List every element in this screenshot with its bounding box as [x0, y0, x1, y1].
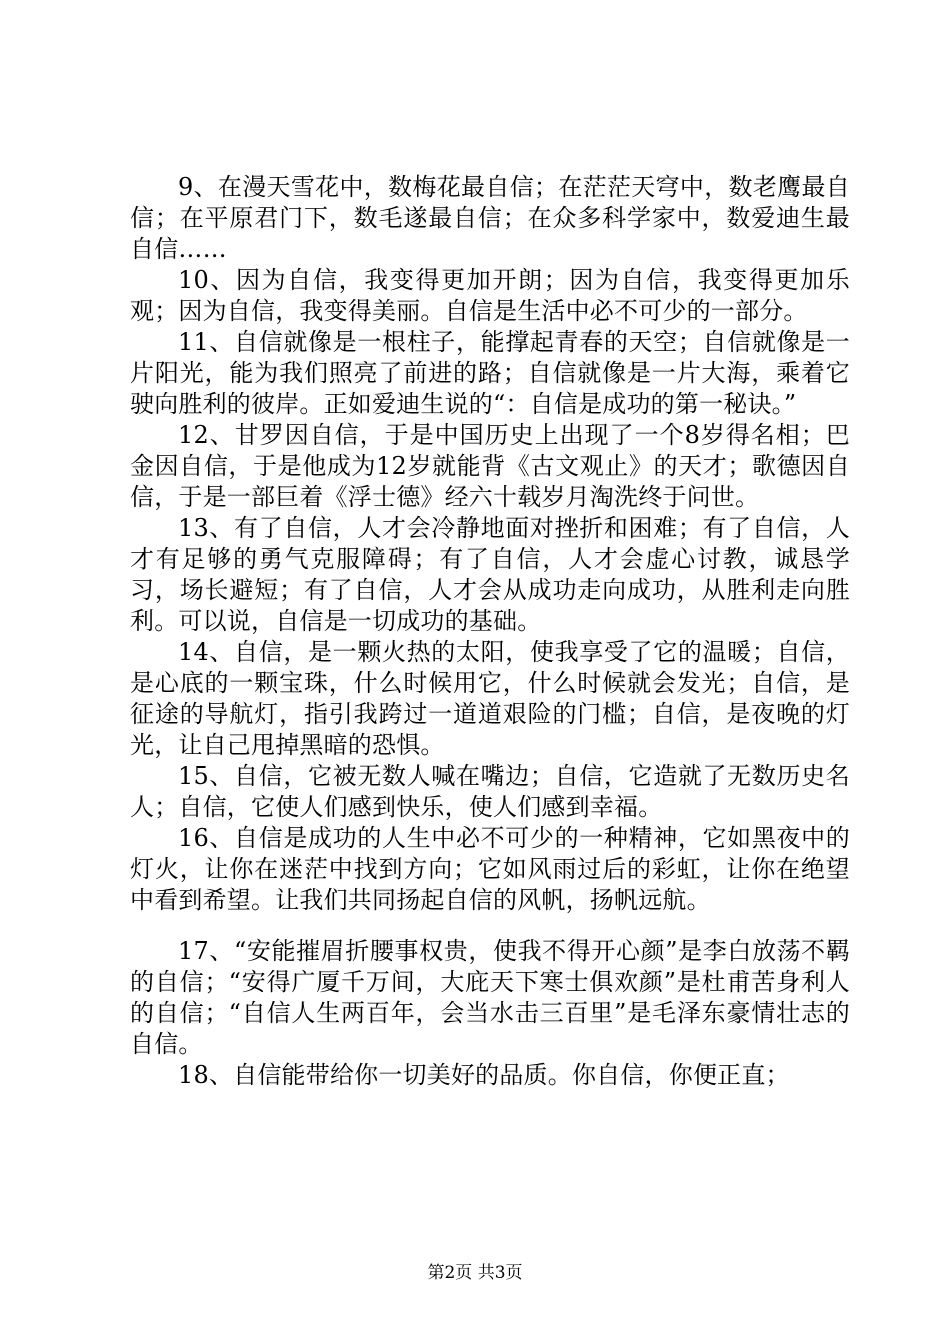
paragraph-11: 11、自信就像是一根柱子，能撑起青春的天空；自信就像是一片阳光，能为我们照亮了前进的路；自信就像是一片大海，乘着它驶向胜利的彼岸。正如爱迪生说的“：自信是成功的第一秘诀。” [130, 328, 850, 418]
paragraph-17: 17、“安能摧眉折腰事权贵，使我不得开心颜”是李白放荡不羁的自信；“安得广厦千万间，大庇天下寒士俱欢颜”是杜甫苦身利人的自信；“自信人生两百年，会当水击三百里”是毛泽东豪情壮志的自信。 [130, 937, 850, 1058]
page-footer: 第2页 共3页 [427, 1263, 523, 1283]
paragraph-14: 14、自信，是一颗火热的太阳，使我享受了它的温暖；自信，是心底的一颗宝珠，什么时候用它，什么时候就会发光；自信，是征途的导航灯，指引我跨过一道道艰险的门槛；自信，是夜晚的灯光，让自己甩掉黑暗的恐惧。 [130, 638, 850, 759]
paragraph-10: 10、因为自信，我变得更加开朗；因为自信，我变得更加乐观；因为自信，我变得美丽。自信是生活中必不可少的一部分。 [130, 266, 850, 325]
paragraph-15: 15、自信，它被无数人喊在嘴边；自信，它造就了无数历史名人；自信，它使人们感到快乐，使人们感到幸福。 [130, 762, 850, 821]
paragraph-gap [130, 916, 850, 936]
paragraph-16: 16、自信是成功的人生中必不可少的一种精神，它如黑夜中的灯火，让你在迷茫中找到方向；它如风雨过后的彩虹，让你在绝望中看到希望。让我们共同扬起自信的风帆，扬帆远航。 [130, 824, 850, 914]
paragraph-12: 12、甘罗因自信，于是中国历史上出现了一个8岁得名相；巴金因自信，于是他成为12岁就能背《古文观止》的天才；歌德因自信，于是一部巨着《浮士德》经六十载岁月淘洗终于问世。 [130, 421, 850, 511]
paragraph-13: 13、有了自信，人才会冷静地面对挫折和困难；有了自信，人才有足够的勇气克服障碍；有了自信，人才会虚心讨教，诚恳学习，场长避短；有了自信，人才会从成功走向成功，从胜利走向胜利。可以说，自信是一切成功的基础。 [130, 514, 850, 635]
document-body [130, 172, 850, 1091]
paragraph-18: 18、自信能带给你一切美好的品质。你自信，你便正直； [178, 1061, 790, 1089]
paragraph-9: 9、在漫天雪花中，数梅花最自信；在茫茫天穹中，数老鹰最自信；在平原君门下，数毛遂最自信；在众多科学家中，数爱迪生最自信…… [130, 173, 850, 263]
